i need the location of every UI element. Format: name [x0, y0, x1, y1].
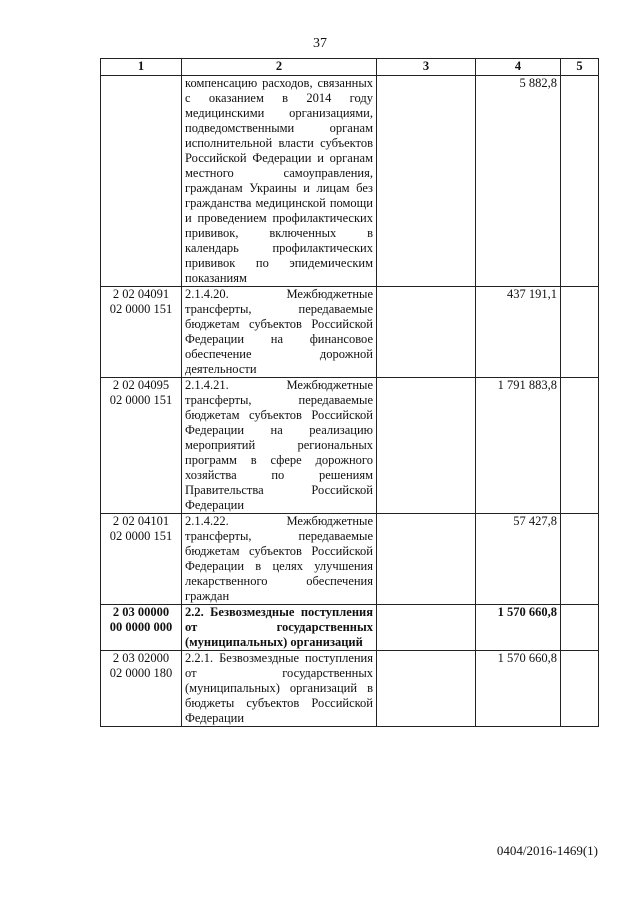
budget-code-line: 02 0000 180 [109, 666, 173, 680]
table-row [101, 514, 599, 605]
budget-code-line: 2 02 04101 [112, 514, 170, 528]
column-3-cell [377, 287, 476, 378]
table-row [101, 287, 599, 378]
description-cell: 2.2.1. Безвозмездные поступления от государственных (муниципальных) организаций в бюджеты субъектов Российской Федерации [182, 651, 377, 727]
budget-code-line: 02 0000 151 [109, 302, 173, 316]
description-cell: 2.1.4.20. Межбюджетные трансферты, передаваемые бюджетам субъектов Российской Федерации на финансовое обеспечение дорожной деятельности [182, 287, 377, 378]
amount-cell: 1 570 660,8 [476, 605, 561, 651]
budget-code-cell [101, 378, 182, 514]
table-row [101, 651, 599, 727]
budget-code-line: 2 02 04091 [112, 287, 170, 301]
column-header-3: 3 [377, 59, 476, 76]
amount-cell: 5 882,8 [476, 76, 561, 287]
column-3-cell [377, 651, 476, 727]
table-body [101, 76, 599, 727]
amount-cell: 1 570 660,8 [476, 651, 561, 727]
column-header-5: 5 [561, 59, 599, 76]
budget-code-cell [101, 76, 182, 287]
budget-code-line: 02 0000 151 [109, 393, 173, 407]
budget-code-line: 2 03 00000 [112, 605, 170, 619]
column-5-cell [561, 378, 599, 514]
budget-code-line: 2 03 02000 [112, 651, 170, 665]
description-cell: 2.1.4.22. Межбюджетные трансферты, передаваемые бюджетам субъектов Российской Федерации в целях улучшения лекарственного обеспечения граждан [182, 514, 377, 605]
page-number: 37 [313, 36, 327, 51]
column-5-cell [561, 651, 599, 727]
description-cell: 2.1.4.21. Межбюджетные трансферты, передаваемые бюджетам субъектов Российской Федерации на реализацию мероприятий региональных программ в сфере дорожного хозяйства по решениям Правительства Российской Федерации [182, 378, 377, 514]
column-5-cell [561, 605, 599, 651]
budget-code-line: 2 02 04095 [112, 378, 170, 392]
table-row [101, 76, 599, 287]
column-header-2: 2 [182, 59, 377, 76]
budget-code-line: 00 0000 000 [109, 620, 173, 634]
budget-code-cell [101, 287, 182, 378]
budget-code-cell [101, 514, 182, 605]
document-code: 0404/2016-1469(1) [496, 843, 598, 858]
amount-cell: 437 191,1 [476, 287, 561, 378]
column-header-4: 4 [476, 59, 561, 76]
budget-code-cell [101, 605, 182, 651]
description-cell: 2.2. Безвозмездные поступления от государственных (муниципальных) организаций [182, 605, 377, 651]
budget-code-cell [101, 651, 182, 727]
column-3-cell [377, 378, 476, 514]
amount-cell: 1 791 883,8 [476, 378, 561, 514]
column-3-cell [377, 514, 476, 605]
budget-code-line: 02 0000 151 [109, 529, 173, 543]
column-5-cell [561, 287, 599, 378]
table-header-row [101, 59, 599, 76]
table-row [101, 605, 599, 651]
column-3-cell [377, 605, 476, 651]
column-5-cell [561, 76, 599, 287]
amount-cell: 57 427,8 [476, 514, 561, 605]
budget-table [100, 58, 599, 727]
column-3-cell [377, 76, 476, 287]
column-5-cell [561, 514, 599, 605]
description-cell: компенсацию расходов, связанных с оказанием в 2014 году медицинскими организациями, подведомственными органам исполнительной власти субъектов Российской Федерации и органам местного самоуправления, гражданам Украины и лицам без гражданства медицинской помощи и проведением профилактических прививок, включенных в календарь профилактических прививок по эпидемическим показаниям [182, 76, 377, 287]
table-row [101, 378, 599, 514]
column-header-1: 1 [101, 59, 182, 76]
